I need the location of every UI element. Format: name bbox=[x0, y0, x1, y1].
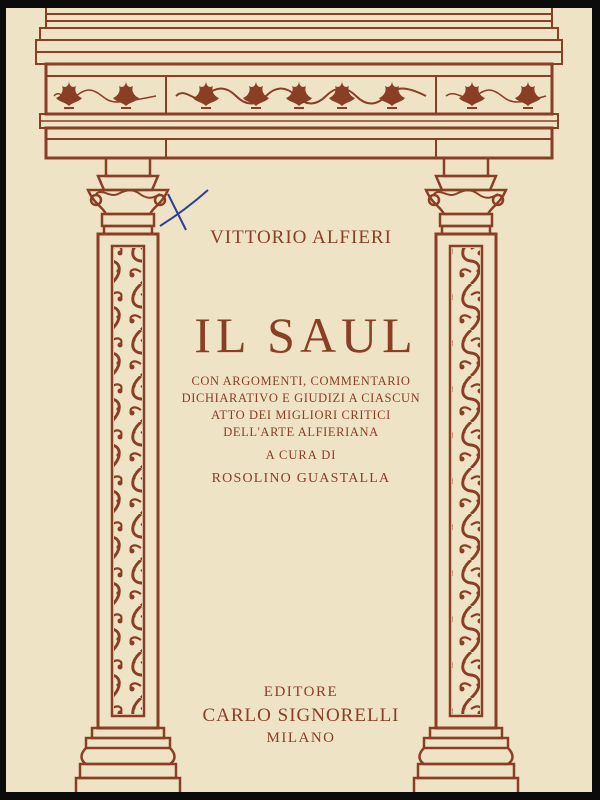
edited-by-label: A CURA DI bbox=[265, 448, 337, 462]
book-cover bbox=[6, 8, 592, 792]
editor-name: ROSOLINO GUASTALLA bbox=[211, 471, 391, 486]
subtitle-line: DELL'ARTE ALFIERIANA bbox=[223, 425, 379, 439]
book-title: IL SAUL bbox=[194, 307, 418, 363]
frieze-ornaments bbox=[54, 81, 546, 108]
publisher-city: MILANO bbox=[266, 730, 336, 746]
subtitle-line: DICHIARATIVO E GIUDIZI A CIASCUN bbox=[181, 391, 421, 405]
author-name: VITTORIO ALFIERI bbox=[210, 227, 392, 248]
subtitle-line: CON ARGOMENTI, COMMENTARIO bbox=[191, 374, 411, 388]
publisher-label: EDITORE bbox=[263, 684, 339, 700]
subtitle-line: ATTO DEI MIGLIORI CRITICI bbox=[211, 408, 391, 422]
publisher-name: CARLO SIGNORELLI bbox=[202, 705, 400, 726]
